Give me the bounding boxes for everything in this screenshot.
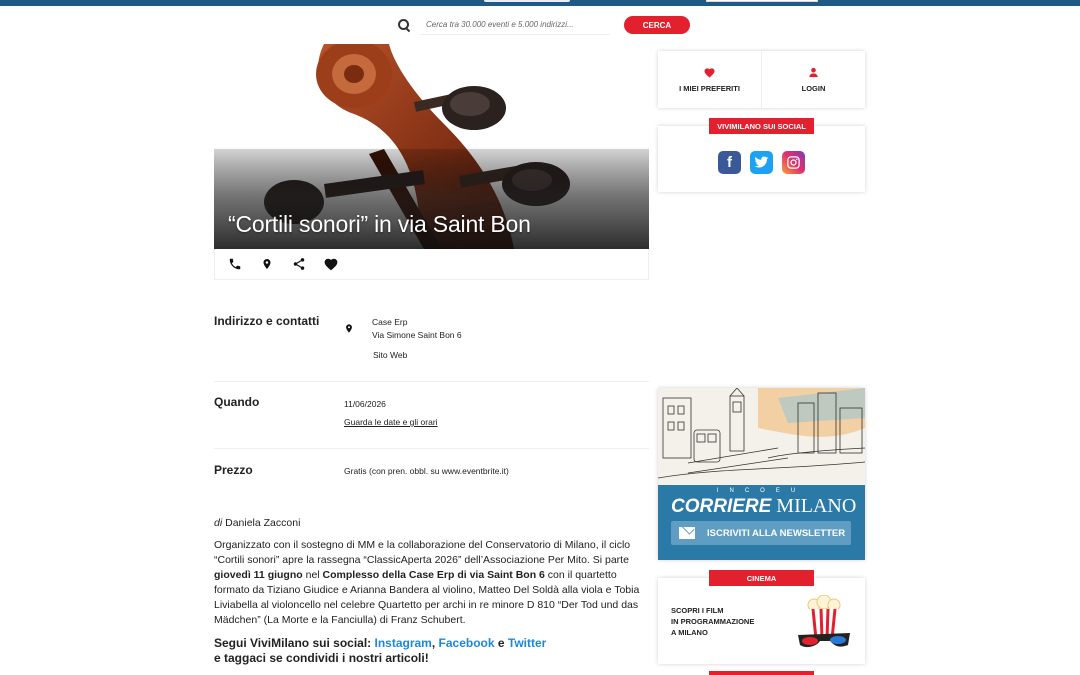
heart-icon	[703, 67, 716, 78]
search-input[interactable]	[420, 15, 610, 35]
social-card	[658, 121, 865, 192]
location-pin-icon	[344, 322, 354, 335]
social-tag-line: e taggaci se condividi i nostri articoli!	[214, 651, 429, 665]
price-label: Prezzo	[214, 463, 253, 477]
header-field[interactable]	[706, 0, 818, 2]
event-hero-image	[214, 44, 649, 249]
article-paragraph: Organizzato con il sostegno di MM e la collaborazione del Conservatorio di Milano, il ciclo “Cortili sonori” apre la rassegna “ClassicAperta 2026” dell’Associazione Per Mito. Si parte giovedì 11 giugno nel Complesso della Case Erp di via Saint Bon 6 con il quartetto formato da Tiziano Giudice e Arianna Bandera al violino, Matteo Del Soldà alla viola e Tobia Liviabella al violoncello nel celebre Quartetto per archi in re minore D 810 “Der Tod und das Mädchen” (La Morte e la Fanciulla) di Franz Schubert.	[214, 539, 640, 626]
event-title: “Cortili sonori” in via Saint Bon	[228, 211, 531, 237]
next-card-tag	[709, 671, 814, 675]
newsletter-subtitle: INCOEU	[716, 488, 807, 494]
mail-icon	[679, 527, 695, 539]
twitter-link[interactable]: Twitter	[507, 636, 547, 650]
milan-sketch-illustration	[658, 388, 865, 485]
search-bar	[396, 14, 690, 36]
cinema-card[interactable]	[658, 573, 865, 664]
login-label: LOGIN	[801, 83, 826, 93]
popcorn-3d-glasses-icon	[794, 595, 854, 651]
social-follow-line: Segui ViviMilano sui social: Instagram, Facebook e Twitter	[214, 636, 547, 650]
favorites-button[interactable]	[658, 51, 761, 108]
price-value: Gratis (con pren. obbl. su www.eventbrite.it)	[344, 466, 509, 476]
byline-prefix: di	[214, 517, 223, 529]
favorites-label: I MIEI PREFERITI	[679, 83, 740, 93]
newsletter-banner[interactable]	[658, 388, 865, 560]
article-byline	[214, 516, 646, 531]
section-divider	[214, 381, 649, 382]
location-pin-icon[interactable]	[259, 256, 275, 272]
article-body	[214, 516, 646, 666]
twitter-icon[interactable]	[750, 151, 773, 174]
newsletter-band	[658, 485, 865, 560]
website-link[interactable]: Sito Web	[373, 350, 408, 360]
search-icon[interactable]	[396, 17, 412, 33]
share-icon[interactable]	[291, 256, 307, 272]
cinema-card-title: CINEMA	[709, 570, 814, 586]
top-header-bar	[0, 0, 1080, 6]
newsletter-subscribe-button[interactable]: ISCRIVITI ALLA NEWSLETTER	[671, 521, 851, 545]
instagram-icon[interactable]	[782, 151, 805, 174]
cinema-promo-text: SCOPRI I FILM IN PROGRAMMAZIONE A MILANO	[671, 606, 755, 637]
dates-times-link[interactable]: Guarda le date e gli orari	[344, 417, 438, 427]
facebook-link[interactable]: Facebook	[438, 636, 495, 650]
search-button[interactable]: CERCA	[624, 16, 690, 34]
byline-author: Daniela Zacconi	[225, 517, 301, 529]
login-button[interactable]	[761, 51, 865, 108]
event-date: 11/06/2026	[344, 399, 386, 409]
phone-icon[interactable]	[227, 256, 243, 272]
heart-icon[interactable]	[323, 256, 339, 272]
social-card-title: VIVIMILANO SUI SOCIAL	[709, 118, 814, 134]
user-actions-card	[658, 51, 865, 108]
facebook-icon[interactable]: f	[718, 151, 741, 174]
venue-name: Case Erp	[372, 317, 408, 327]
event-action-bar	[214, 249, 649, 280]
address-label: Indirizzo e contatti	[214, 314, 320, 328]
section-divider	[214, 448, 649, 449]
venue-street: Via Simone Saint Bon 6	[372, 330, 462, 340]
user-icon	[808, 67, 819, 78]
instagram-link[interactable]: Instagram	[374, 636, 432, 650]
site-logo[interactable]	[484, 0, 570, 2]
when-label: Quando	[214, 395, 260, 409]
corriere-milano-logo: CORRIERE MILANO	[671, 495, 857, 517]
